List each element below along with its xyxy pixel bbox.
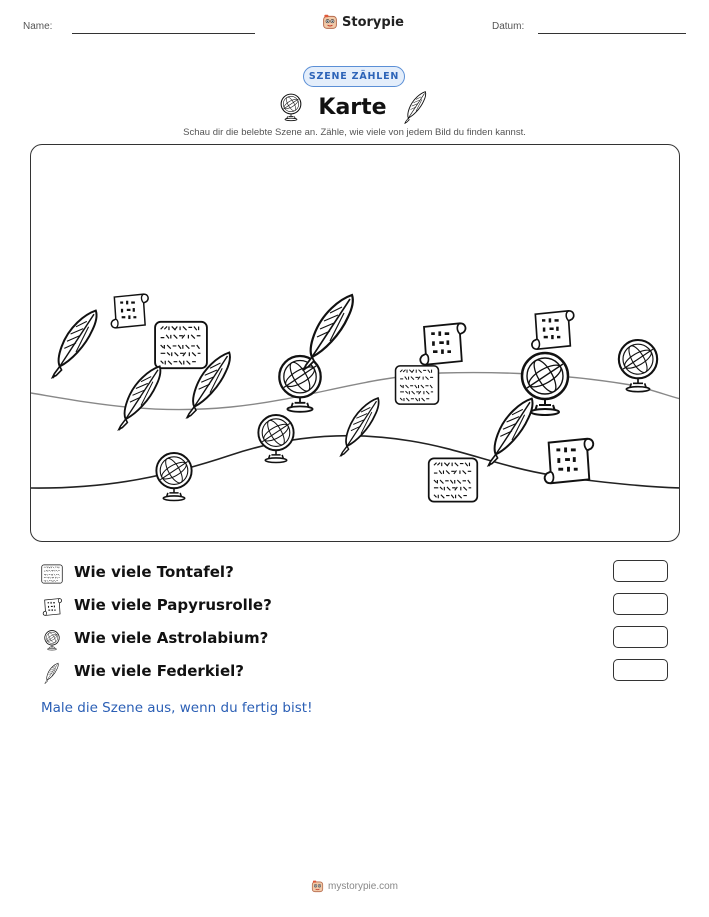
page-title: Karte bbox=[318, 94, 387, 120]
question-text: Wie viele Papyrusrolle? bbox=[74, 596, 272, 614]
question-row-astrolabe bbox=[41, 626, 671, 652]
astrolabe-icon bbox=[41, 629, 63, 651]
papyrus-scroll-1 bbox=[107, 291, 151, 331]
question-text: Wie viele Tontafel? bbox=[74, 563, 234, 581]
astrolabe-5 bbox=[151, 445, 197, 507]
astrolabe-4 bbox=[253, 407, 299, 469]
astrolabe-icon bbox=[278, 92, 304, 122]
name-label: Name: bbox=[23, 21, 53, 32]
title-row bbox=[0, 90, 709, 124]
clay-tablet-3 bbox=[427, 455, 479, 505]
quill-2 bbox=[113, 363, 169, 431]
papyrus-scroll-icon bbox=[41, 596, 63, 618]
quill-icon bbox=[401, 90, 431, 124]
site-footer bbox=[0, 880, 709, 893]
quill-6 bbox=[481, 395, 543, 467]
question-row-quill bbox=[41, 659, 671, 685]
papyrus-scroll-4 bbox=[539, 433, 597, 489]
answer-box-scroll[interactable] bbox=[613, 593, 668, 615]
quill-3 bbox=[181, 349, 239, 419]
brand-name: Storypie bbox=[342, 14, 404, 30]
answer-box-quill[interactable] bbox=[613, 659, 668, 681]
storypie-mascot-icon bbox=[322, 14, 338, 30]
activity-badge: SZENE ZÄHLEN bbox=[303, 66, 405, 87]
question-text: Wie viele Federkiel? bbox=[74, 662, 244, 680]
counting-scene bbox=[30, 144, 680, 542]
date-label: Datum: bbox=[492, 21, 525, 32]
storypie-logo bbox=[322, 14, 404, 30]
site-url[interactable]: mystorypie.com bbox=[327, 881, 398, 892]
date-line[interactable] bbox=[538, 33, 686, 34]
question-row-scroll bbox=[41, 593, 671, 619]
quill-1 bbox=[47, 307, 105, 379]
question-row-tablet bbox=[41, 560, 671, 586]
clay-tablet-2 bbox=[394, 363, 440, 407]
name-line[interactable] bbox=[72, 33, 255, 34]
storypie-mascot-icon bbox=[311, 880, 324, 893]
astrolabe-3 bbox=[613, 329, 663, 401]
quill-4 bbox=[297, 291, 363, 371]
coloring-note: Male die Szene aus, wenn du fertig bist! bbox=[41, 700, 313, 716]
instruction-text: Schau dir die belebte Szene an. Zähle, wie viele von jedem Bild du finden kannst. bbox=[183, 127, 526, 138]
quill-icon bbox=[41, 662, 63, 684]
answer-box-tablet[interactable] bbox=[613, 560, 668, 582]
papyrus-scroll-2 bbox=[415, 321, 469, 367]
papyrus-scroll-3 bbox=[527, 308, 577, 352]
clay-tablet-icon bbox=[41, 563, 63, 585]
answer-box-astrolabe[interactable] bbox=[613, 626, 668, 648]
quill-5 bbox=[335, 395, 387, 457]
question-text: Wie viele Astrolabium? bbox=[74, 629, 269, 647]
